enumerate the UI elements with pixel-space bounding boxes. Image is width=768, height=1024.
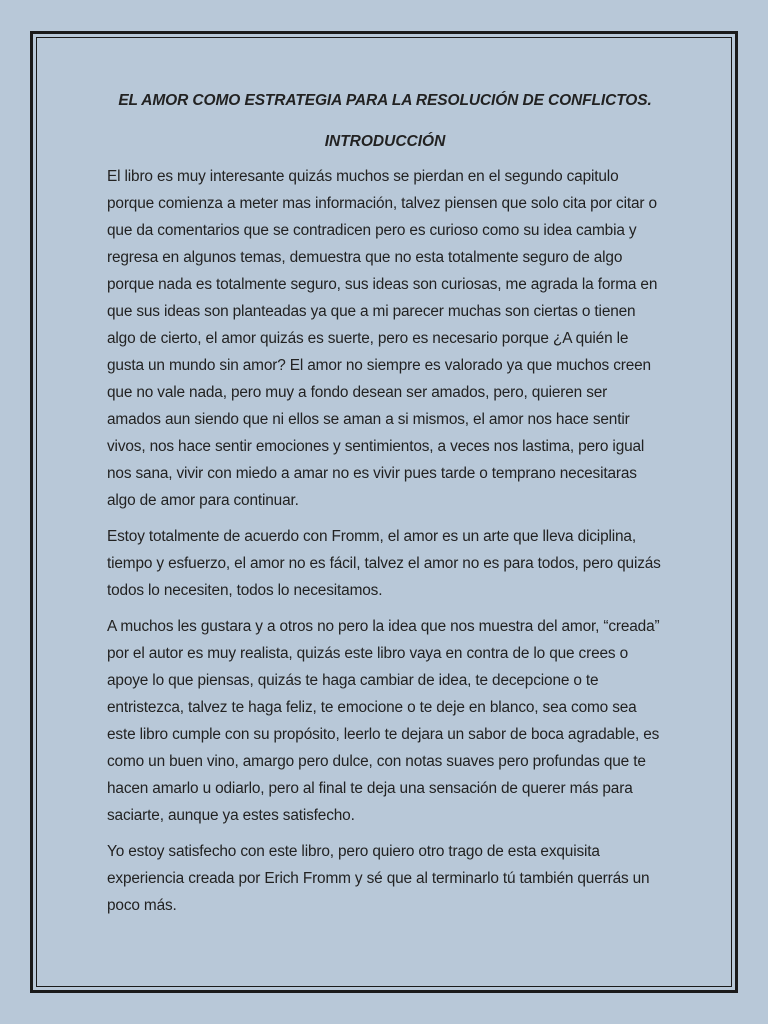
document-body bbox=[107, 86, 663, 928]
paragraph-3: A muchos les gustara y a otros no pero la idea que nos muestra del amor, “creada” por el autor es muy realista, quizás este libro vaya en contra de lo que crees o apoye lo que piensas, quizás te haga cambiar de idea, te decepcione o te entristezca, talvez te haga feliz, te emocione o te deje en blanco, sea como sea este libro cumple con su propósito, leerlo te dejara un sabor de boca agradable, es como un buen vino, amargo pero dulce, con notas suaves pero profundas que te hacen amarlo u odiarlo, pero al final te deja una sensación de querer más para saciarte, aunque ya estes satisfecho. bbox=[107, 618, 660, 824]
document-title: EL AMOR COMO ESTRATEGIA PARA LA RESOLUCIÓN DE CONFLICTOS. bbox=[118, 92, 652, 109]
paragraph-2: Estoy totalmente de acuerdo con Fromm, el amor es un arte que lleva diciplina, tiempo y esfuerzo, el amor no es fácil, talvez el amor no es para todos, pero quizás todos lo necesiten, todos lo necesitamos. bbox=[107, 528, 661, 599]
paragraph-4: Yo estoy satisfecho con este libro, pero quiero otro trago de esta exquisita experiencia creada por Erich Fromm y sé que al terminarlo tú también querrás un poco más. bbox=[107, 843, 650, 914]
paragraph-1: El libro es muy interesante quizás muchos se pierdan en el segundo capitulo porque comienza a meter mas información, talvez piensen que solo cita por citar o que da comentarios que se contradicen pero es curioso como su idea cambia y regresa en algunos temas, demuestra que no esta totalmente seguro de algo porque nada es totalmente seguro, sus ideas son curiosas, me agrada la forma en que sus ideas son planteadas ya que a mi parecer muchas son ciertas o tienen algo de cierto, el amor quizás es suerte, pero es necesario porque ¿A quién le gusta un mundo sin amor? El amor no siempre es valorado ya que muchos creen que no vale nada, pero muy a fondo desean ser amados, pero, quieren ser amados aun siendo que ni ellos se aman a si mismos, el amor nos hace sentir vivos, nos hace sentir emociones y sentimientos, a veces nos lastima, pero igual nos sana, vivir con miedo a amar no es vivir pues tarde o temprano necesitaras algo de amor para continuar. bbox=[107, 168, 658, 509]
document-subtitle: INTRODUCCIÓN bbox=[324, 133, 446, 150]
